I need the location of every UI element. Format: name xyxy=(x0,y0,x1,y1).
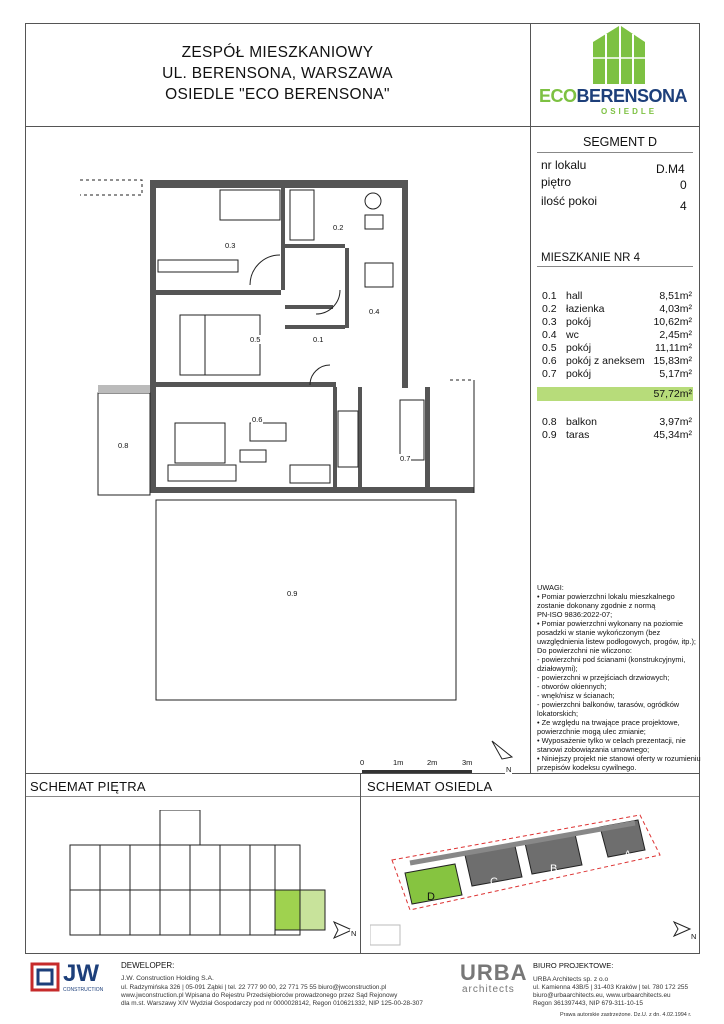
room-label-0.8: 0.8 xyxy=(118,441,129,450)
room-label-0.1: 0.1 xyxy=(313,335,324,344)
site-block-b: B xyxy=(550,863,558,875)
room-row: 0.4 wc 2,45m² xyxy=(542,329,692,341)
jw-logo xyxy=(30,960,104,998)
site-schema-divider xyxy=(361,796,699,797)
site-block-a: A xyxy=(624,849,632,861)
architect-address: ul. Kamienna 43B/5 | 31-403 Kraków | tel. 780 172 255 xyxy=(533,984,689,991)
scale-3m: 3m xyxy=(462,758,473,767)
segment-title: SEGMENT D xyxy=(583,135,658,149)
segment-value-lokal: D.M4 xyxy=(656,162,685,176)
room-row: 0.6 pokój z aneksem 15,83m² xyxy=(542,355,692,367)
outdoor-row: 0.8 balkon 3,97m² xyxy=(542,416,692,428)
jw-logo-sub: CONSTRUCTION xyxy=(63,987,104,993)
project-estate: OSIEDLE "ECO BERENSONA" xyxy=(165,86,390,103)
copyright-note: Prawa autorskie zastrzeżone. Dz.U. z dn. 4.02.1994 r. xyxy=(560,1012,692,1018)
room-label-0.4: 0.4 xyxy=(369,307,380,316)
project-address: UL. BERENSONA, WARSZAWA xyxy=(162,65,393,82)
north-label: N xyxy=(506,765,512,774)
floor-schema-title: SCHEMAT PIĘTRA xyxy=(30,779,146,794)
floor-schema-plan xyxy=(60,810,330,950)
architect-heading: BIURO PROJEKTOWE: xyxy=(533,961,614,970)
jw-logo-text: JW xyxy=(63,960,99,987)
segment-label-pokoje: ilość pokoi xyxy=(541,194,598,208)
total-area: 57,72m² xyxy=(653,388,692,400)
architect-regon: Regon 361397443, NIP 679-311-10-15 xyxy=(533,1000,643,1007)
scale-0: 0 xyxy=(360,758,365,767)
room-label-0.3: 0.3 xyxy=(225,241,236,250)
urba-logo-text: URBA xyxy=(460,960,528,985)
site-schema-north-label: N xyxy=(691,932,697,941)
room-label-0.7: 0.7 xyxy=(400,454,411,463)
logo-berensona: BERENSONA xyxy=(576,86,688,106)
segment-value-pokoje: 4 xyxy=(680,199,687,213)
segment-label-pietro: piętro xyxy=(541,175,572,189)
segment-value-pietro: 0 xyxy=(680,178,687,192)
developer-heading: DEWELOPER: xyxy=(121,961,175,970)
room-label-0.6: 0.6 xyxy=(252,415,263,424)
apartment-title: MIESZKANIE NR 4 xyxy=(541,252,641,264)
urba-logo-sub: architects xyxy=(462,984,515,995)
site-block-d: D xyxy=(427,891,435,903)
scale-1m: 1m xyxy=(393,758,404,767)
floor-schema-north-label: N xyxy=(351,929,357,938)
architect-name: URBA Architects sp. z o.o xyxy=(533,976,609,983)
room-row: 0.1 hall 8,51m² xyxy=(542,290,692,302)
developer-name: J.W. Construction Holding S.A. xyxy=(121,975,214,982)
notes: UWAGI: • Pomiar powierzchni lokalu mieszkalnego zostanie dokonany zgodnie z normą PN-ISO 9836:2022-07; • Pomiar powierzchni wykonany na poziomie posadzki w stanie wykończonym (bez uwzględnienia listew podłogowych, progów, itp.); Do powierzchni nie wliczono: - powierzchni pod ścianami (konstrukcyjnymi, działowymi); - powierzchni w przejściach drzwiowych; - otworów okiennych; - wnęk/nisz w ścianach; - powierzchni balkonów, tarasów, ogródków lokatorskich; • Ze względu na trwające prace projektowe, powierzchnie mogą ulec zmianie; • Wyposażenie tylko w celach prezentacji, nie stanowi zobowiązania umownego; • Niniejszy projekt nie stanowi oferty w rozumieniu przepisów kodeksu cywilnego. xyxy=(537,583,701,772)
room-label-0.2: 0.2 xyxy=(333,223,344,232)
logo-osiedle: OSIEDLE xyxy=(601,107,658,116)
outdoor-row: 0.9 taras 45,34m² xyxy=(542,429,692,441)
site-schema-map xyxy=(370,805,695,947)
site-schema-title: SCHEMAT OSIEDLA xyxy=(367,779,493,794)
floor-plan xyxy=(80,175,480,735)
scale-2m: 2m xyxy=(427,758,438,767)
developer-registry: www.jwconstruction.pl Wpisana do Rejestru Przedsiębiorców prowadzonego przez Sąd Rejonowy xyxy=(121,992,398,999)
scale-bar xyxy=(362,770,472,773)
room-row: 0.2 łazienka 4,03m² xyxy=(542,303,692,315)
segment-label-lokal: nr lokalu xyxy=(541,158,587,172)
developer-regon: dla m.st. Warszawy XIV Wydział Gospodarczy pod nr 0000028142, Regon 010621332, NIP 125-00-28-307 xyxy=(121,1000,423,1007)
floor-schema-divider xyxy=(26,796,360,797)
jw-emblem-icon xyxy=(30,962,60,992)
site-block-c: C xyxy=(490,876,498,888)
architect-contact: biuro@urbaarchitects.eu, www.urbaarchitects.eu xyxy=(533,992,671,999)
room-label-0.5: 0.5 xyxy=(250,335,261,344)
logo-eco: ECO xyxy=(539,86,577,106)
project-title: ZESPÓŁ MIESZKANIOWY xyxy=(181,44,374,61)
eco-berensona-logo xyxy=(531,24,699,126)
segment-divider xyxy=(537,152,693,153)
apartment-divider xyxy=(537,266,693,267)
room-label-0.9: 0.9 xyxy=(287,589,298,598)
room-row: 0.3 pokój 10,62m² xyxy=(542,316,692,328)
developer-address: ul. Radzymińska 326 | 05-091 Ząbki | tel. 22 777 90 00, 22 771 75 55 biuro@jwconstruction.pl xyxy=(121,984,387,991)
room-row: 0.7 pokój 5,17m² xyxy=(542,368,692,380)
room-row: 0.5 pokój 11,11m² xyxy=(542,342,692,354)
north-arrow-icon xyxy=(488,737,518,772)
